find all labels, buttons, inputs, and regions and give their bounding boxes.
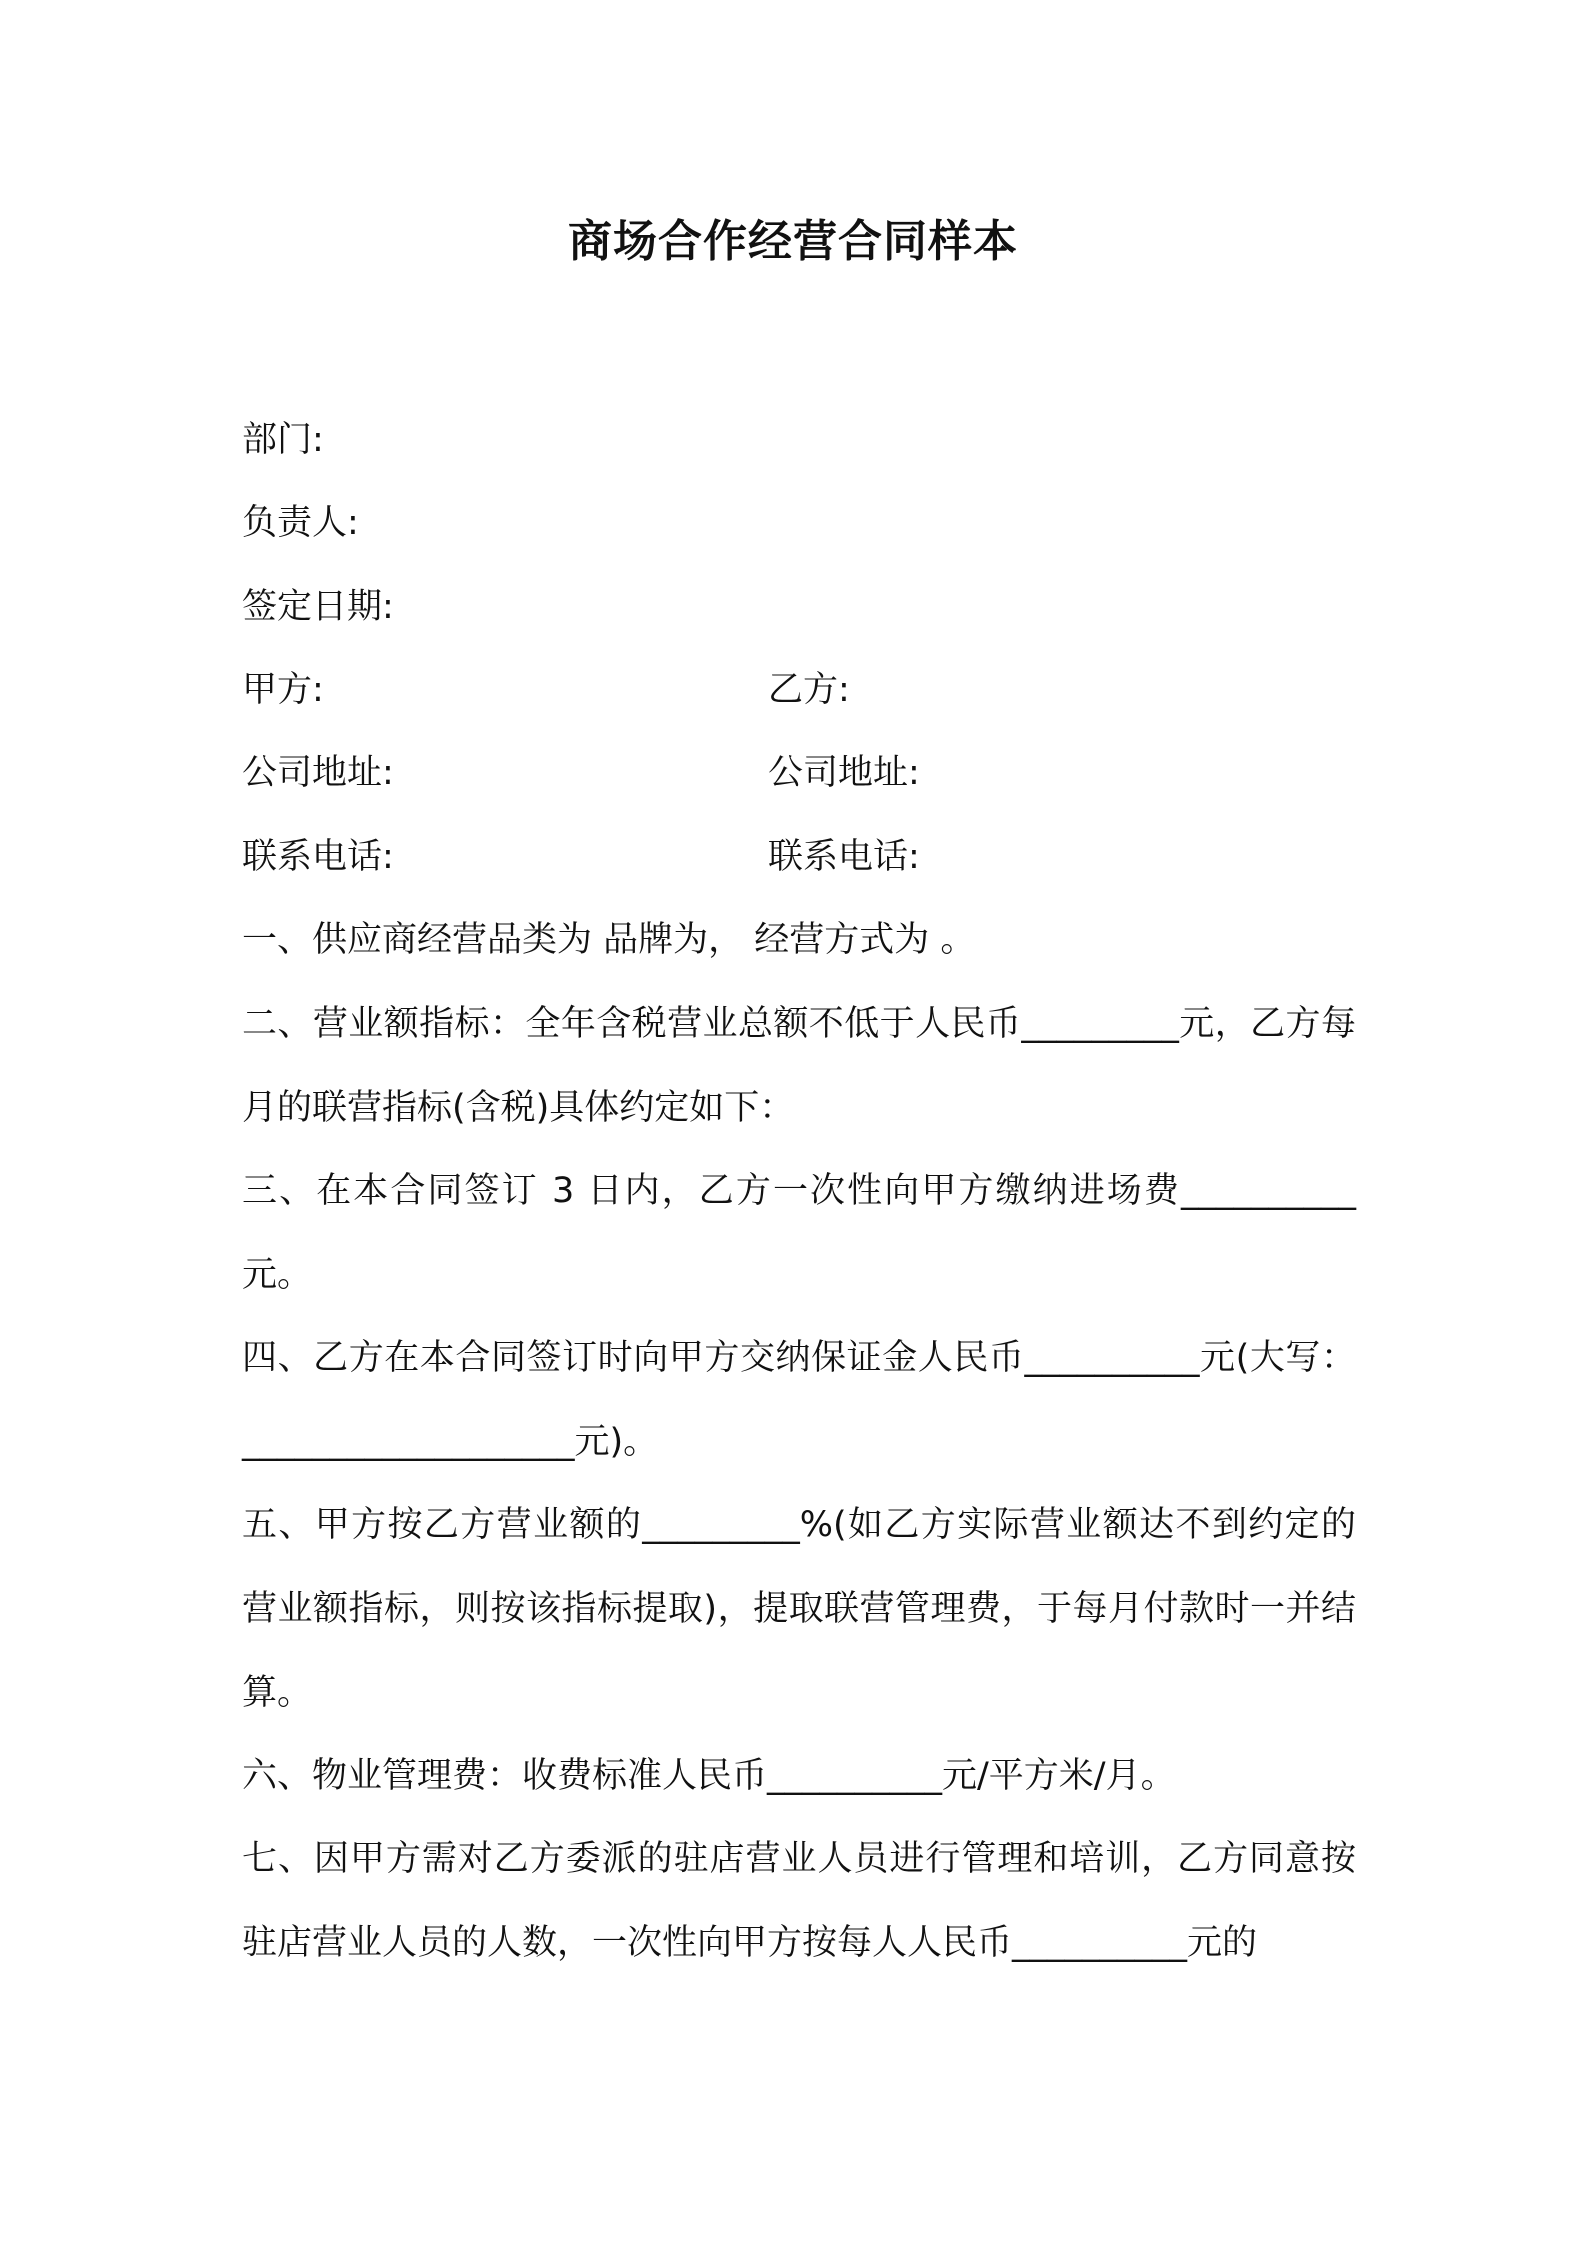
document-title: 商场合作经营合同样本	[568, 216, 1018, 267]
clause-6: 六、物业管理费：收费标准人民币__________元/平方米/月。	[242, 1756, 1176, 1796]
party-a-address: 公司地址:	[242, 753, 394, 793]
person-in-charge-field: 负责人:	[242, 503, 359, 543]
clause-2: 二、营业额指标：全年含税营业总额不低于人民币_________元，乙方每月的联营指标(含税)具体约定如下：	[242, 1004, 1356, 1128]
clause-5: 五、甲方按乙方营业额的_________%(如乙方实际营业额达不到约定的营业额指标，则按该指标提取)，提取联营管理费，于每月付款时一并结算。	[242, 1505, 1356, 1713]
party-b-label: 乙方:	[768, 670, 850, 710]
clause-1: 一、供应商经营品类为 品牌为， 经营方式为 。	[242, 920, 976, 960]
clause-7: 七、因甲方需对乙方委派的驻店营业人员进行管理和培训，乙方同意按驻店营业人员的人数，一次性向甲方按每人人民币__________元的	[242, 1839, 1356, 1963]
clause-3: 三、在本合同签订 3 日内，乙方一次性向甲方缴纳进场费__________元。	[242, 1171, 1356, 1295]
sign-date-field: 签定日期:	[242, 587, 394, 627]
party-a-label: 甲方:	[242, 670, 324, 710]
clause-4: 四、乙方在本合同签订时向甲方交纳保证金人民币__________元(大写：___________________元)。	[242, 1338, 1356, 1462]
party-b-address: 公司地址:	[768, 753, 920, 793]
department-field: 部门:	[242, 420, 324, 460]
party-a-phone: 联系电话:	[242, 837, 394, 877]
party-b-phone: 联系电话:	[768, 837, 920, 877]
